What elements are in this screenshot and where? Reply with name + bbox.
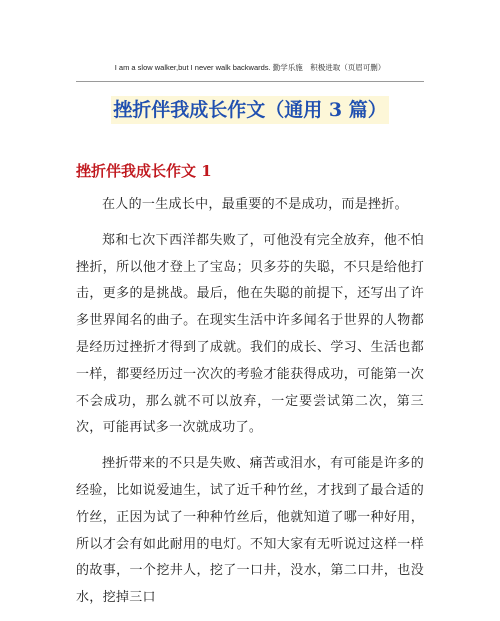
page-header: I am a slow walker,but I never walk backwards. 勤学乐施 积极进取（页眉可删） bbox=[114, 63, 386, 72]
header-divider bbox=[76, 81, 424, 82]
document-body bbox=[76, 192, 424, 621]
document-title-container bbox=[0, 96, 500, 126]
section-heading: 挫折伴我成长作文 1 bbox=[76, 162, 212, 180]
paragraph-2: 郑和七次下西洋都失败了，可他没有完全放弃，他不怕挫折，所以他才登上了宝岛；贝多芬的失聪，不只是给他打击，更多的是挑战。最后，他在失聪的前提下，还写出了许多世界闻名的曲子。在现实生活中许多闻名于世界的人物都是经历过挫折才得到了成就。我们的成长、学习、生活也都一样，都要经历过一次次的考验才能获得成功，可能第一次不会成功，那么就不可以放弃，一定要尝试第二次，第三次，可能再试多一次就成功了。 bbox=[76, 232, 424, 436]
paragraph-3: 挫折带来的不只是失败、痛苦或泪水，有可能是许多的经验，比如说爱迪生，试了近千种竹丝，才找到了最合适的竹丝，正因为试了一种种竹丝后，他就知道了哪一种好用，所以才会有如此耐用的电灯。不知大家有无听说过这样一样的故事，一个挖井人，挖了一口井，没水，第二口井，也没水，挖掉三口 bbox=[76, 456, 424, 606]
paragraph-1: 在人的一生成长中，最重要的不是成功，而是挫折。 bbox=[102, 197, 408, 212]
document-title: 挫折伴我成长作文（通用 3 篇） bbox=[111, 96, 388, 124]
